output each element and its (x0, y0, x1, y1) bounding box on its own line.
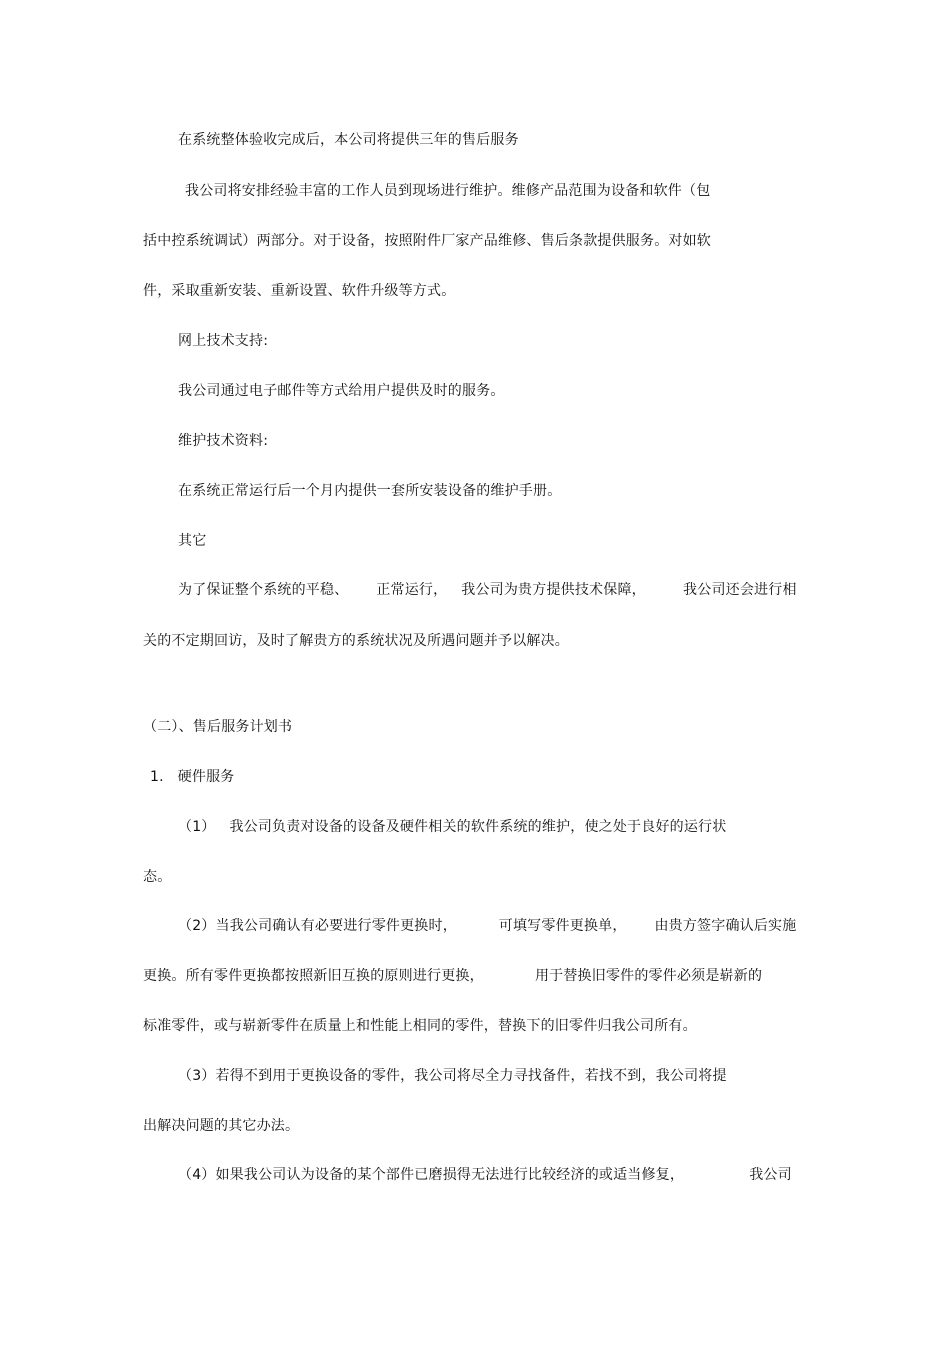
paragraph-line: （4）如果我公司认为设备的某个部件已磨损得无法进行比较经济的或适当修复， 我公司 (178, 1167, 792, 1183)
paragraph-line: （1） 我公司负责对设备的设备及硬件相关的软件系统的维护，使之处于良好的运行状 (178, 819, 727, 835)
paragraph-line: 出解决问题的其它办法。 (143, 1118, 300, 1134)
section-heading: （二）、售后服务计划书 (143, 719, 293, 735)
paragraph-line: 括中控系统调试）两部分。对于设备，按照附件厂家产品维修、售后条款提供服务。对如软 (143, 233, 711, 249)
paragraph-line: 态。 (143, 869, 172, 885)
paragraph-line: 关的不定期回访，及时了解贵方的系统状况及所遇问题并予以解决。 (143, 633, 569, 649)
paragraph-line: （2）当我公司确认有必要进行零件更换时， 可填写零件更换单， 由贵方签字确认后实施 (178, 918, 797, 934)
section-label: 维护技术资料: (178, 433, 269, 449)
paragraph-line: 标准零件，或与崭新零件在质量上和性能上相同的零件，替换下的旧零件归我公司所有。 (143, 1018, 697, 1034)
paragraph-line: 在系统正常运行后一个月内提供一套所安装设备的维护手册。 (178, 483, 562, 499)
paragraph-line: 件，采取重新安装、重新设置、软件升级等方式。 (143, 283, 456, 299)
paragraph-line: 更换。所有零件更换都按照新旧互换的原则进行更换， 用于替换旧零件的零件必须是崭新的 (143, 968, 763, 984)
paragraph-line: 我公司将安排经验丰富的工作人员到现场进行维护。维修产品范围为设备和软件（包 (185, 183, 711, 199)
paragraph-line: 为了保证整个系统的平稳、 正常运行， 我公司为贵方提供技术保障， 我公司还会进行相 (178, 582, 797, 598)
subsection-heading: 1. 硬件服务 (150, 769, 235, 785)
section-label: 其它 (178, 533, 207, 549)
paragraph-line: 在系统整体验收完成后，本公司将提供三年的售后服务 (178, 132, 519, 148)
paragraph-line: （3）若得不到用于更换设备的零件，我公司将尽全力寻找备件，若找不到，我公司将提 (178, 1068, 727, 1084)
paragraph-line: 我公司通过电子邮件等方式给用户提供及时的服务。 (178, 383, 505, 399)
section-label: 网上技术支持: (178, 333, 269, 349)
